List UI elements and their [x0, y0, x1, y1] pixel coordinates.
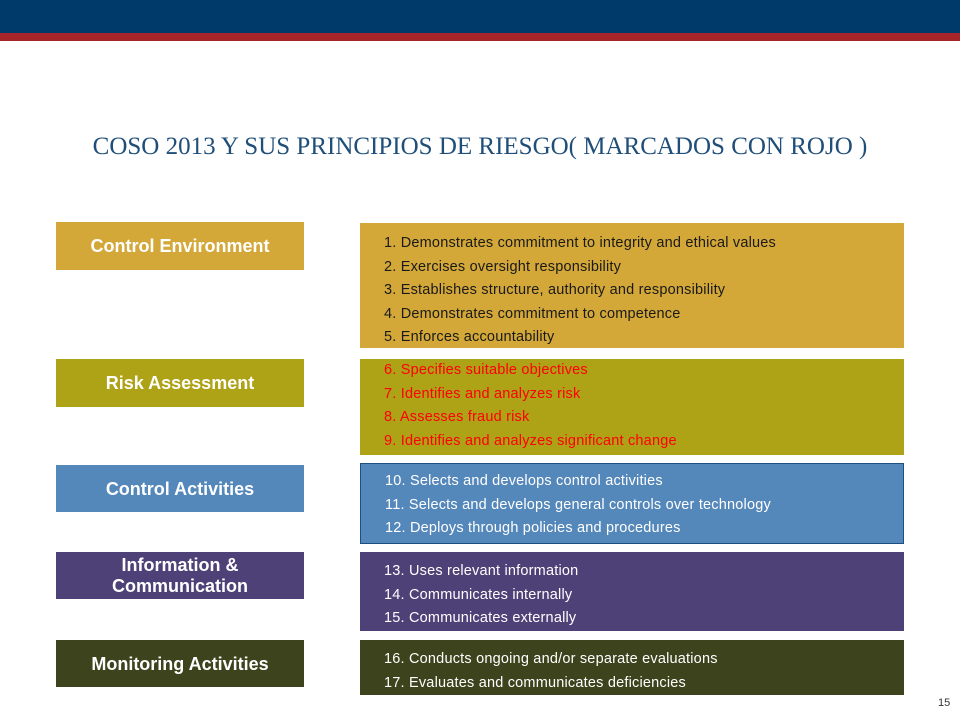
- principle-item: 10. Selects and develops control activities: [385, 473, 663, 489]
- component-label-monitoring-activities: [56, 640, 304, 687]
- principles-panel-information-communication: [360, 552, 904, 631]
- principle-item-risk: 9. Identifies and analyzes significant change: [384, 432, 677, 449]
- principle-item-risk: 8. Assesses fraud risk: [384, 409, 530, 425]
- principles-panel-risk-assessment: [360, 359, 904, 455]
- principles-panel-control-environment: [360, 223, 904, 348]
- principle-item: 11. Selects and develops general controls over technology: [385, 496, 771, 513]
- principle-item: 13. Uses relevant information: [384, 563, 579, 579]
- principle-item: 12. Deploys through policies and procedures: [385, 520, 681, 536]
- component-label-text: Information & Communication: [111, 554, 248, 596]
- principle-item: 14. Communicates internally: [384, 586, 573, 603]
- header-bar: [0, 0, 960, 33]
- principle-item: 4. Demonstrates commitment to competence: [384, 305, 681, 322]
- slide-title: COSO 2013 Y SUS PRINCIPIOS DE RIESGO( MARCADOS CON ROJO ): [92, 133, 868, 160]
- principle-item-risk: 6. Specifies suitable objectives: [384, 362, 588, 378]
- component-label-risk-assessment: [56, 359, 304, 407]
- principle-item: 5. Enforces accountability: [384, 329, 555, 345]
- header-accent-line: [0, 33, 960, 41]
- principle-item: 1. Demonstrates commitment to integrity and ethical values: [384, 235, 776, 251]
- component-label-text: Monitoring Activities: [91, 653, 269, 674]
- component-label-control-activities: [56, 465, 304, 512]
- component-label-text: Control Environment: [90, 236, 270, 256]
- principle-item: 17. Evaluates and communicates deficiencies: [384, 674, 686, 691]
- principle-item: 15. Communicates externally: [384, 610, 577, 626]
- principles-panel-control-activities: [360, 463, 904, 544]
- page-number: 15: [938, 697, 951, 709]
- component-label-text: Control Activities: [105, 478, 255, 499]
- component-label-control-environment: [56, 222, 304, 270]
- principle-item: 16. Conducts ongoing and/or separate evaluations: [384, 651, 718, 667]
- principle-item-risk: 7. Identifies and analyzes risk: [384, 385, 581, 402]
- principles-panel-monitoring-activities: [360, 640, 904, 695]
- principle-item: 2. Exercises oversight responsibility: [384, 258, 622, 275]
- component-label-information-communication: [56, 552, 304, 599]
- component-label-text: Risk Assessment: [105, 373, 255, 393]
- principle-item: 3. Establishes structure, authority and responsibility: [384, 282, 726, 298]
